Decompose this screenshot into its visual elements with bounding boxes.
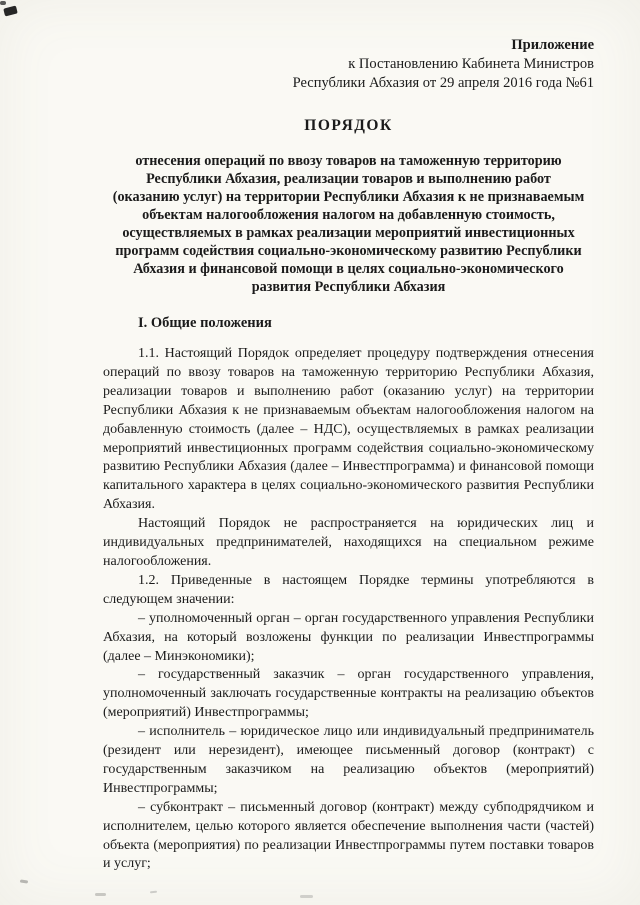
scan-artifact: [300, 895, 313, 898]
term-subcontract: – субконтракт – письменный договор (контракт) между субподрядчиком и исполнителем, целью которого является обеспечение выполнения части (частей) объекта (мероприятия) по реализации Инвестпрограммы путем поставки товаров и услуг;: [103, 799, 594, 872]
scan-artifact: [0, 1, 6, 5]
paragraph-1-1: 1.1. Настоящий Порядок определяет процедуру подтверждения отнесения операций по ввозу товаров на таможенную территорию Республики Абхазия, реализации товаров и выполнению работ (оказанию услуг) на территории Республики Абхазия к не признаваемым объектам налогообложения налогом на добавленную стоимость (далее – НДС), осуществляемых в рамках реализации мероприятий инвестиционных программ содействия социально-экономическому развитию Республики Абхазия (далее – Инвестпрограмма) и финансовой помощи капитального характера в целях социально-экономического развития Республики Абхазия.: [103, 346, 594, 513]
document-title: ПОРЯДОК: [304, 117, 393, 134]
header-line-resolution: к Постановлению Кабинета Министров: [348, 56, 594, 72]
term-authorized-body: – уполномоченный орган – орган государственного управления Республики Абхазия, на который возложены функции по реализации Инвестпрограммы (далее – Минэкономики);: [103, 610, 594, 664]
term-executor: – исполнитель – юридическое лицо или индивидуальный предприниматель (резидент или нерезидент), имеющее письменный договор (контракт) с государственным заказчиком на реализацию объектов (мероприятий) Инвестпрограммы;: [103, 724, 594, 796]
scan-artifact: [3, 6, 18, 17]
term-state-customer: – государственный заказчик – орган государственного управления, уполномоченный заключать государственные контракты на реализацию объектов (мероприятий) Инвестпрограммы;: [103, 667, 594, 721]
paragraph-scope-exclusion: Настоящий Порядок не распространяется на юридических лиц и индивидуальных предпринимателей, находящихся на специальном режиме налогообложения.: [103, 516, 594, 569]
header-line-date-number: Республики Абхазия от 29 апреля 2016 года №61: [292, 75, 594, 91]
paragraph-1-2: 1.2. Приведенные в настоящем Порядке термины употребляются в следующем значении:: [103, 572, 594, 607]
document-subtitle: отнесения операций по ввозу товаров на таможенную территорию Республики Абхазия, реализации товаров и выполнению работ (оказанию услуг) на территории Республики Абхазия к не признаваемым объектам налогообложения налогом на добавленную стоимость, осуществляемых в рамках реализации мероприятий инвестиционных программ содействия социально-экономическому развитию Республики Абхазия и финансовой помощи в целях социально-экономического развития Республики Абхазия: [112, 153, 585, 295]
document-header: [103, 36, 594, 93]
scan-artifact: [20, 879, 28, 883]
section-heading-general-provisions: I. Общие положения: [138, 315, 272, 331]
document-content: [103, 36, 594, 874]
scan-artifact: [150, 891, 157, 894]
header-line-annex: Приложение: [511, 37, 594, 53]
scan-artifact: [95, 893, 106, 896]
